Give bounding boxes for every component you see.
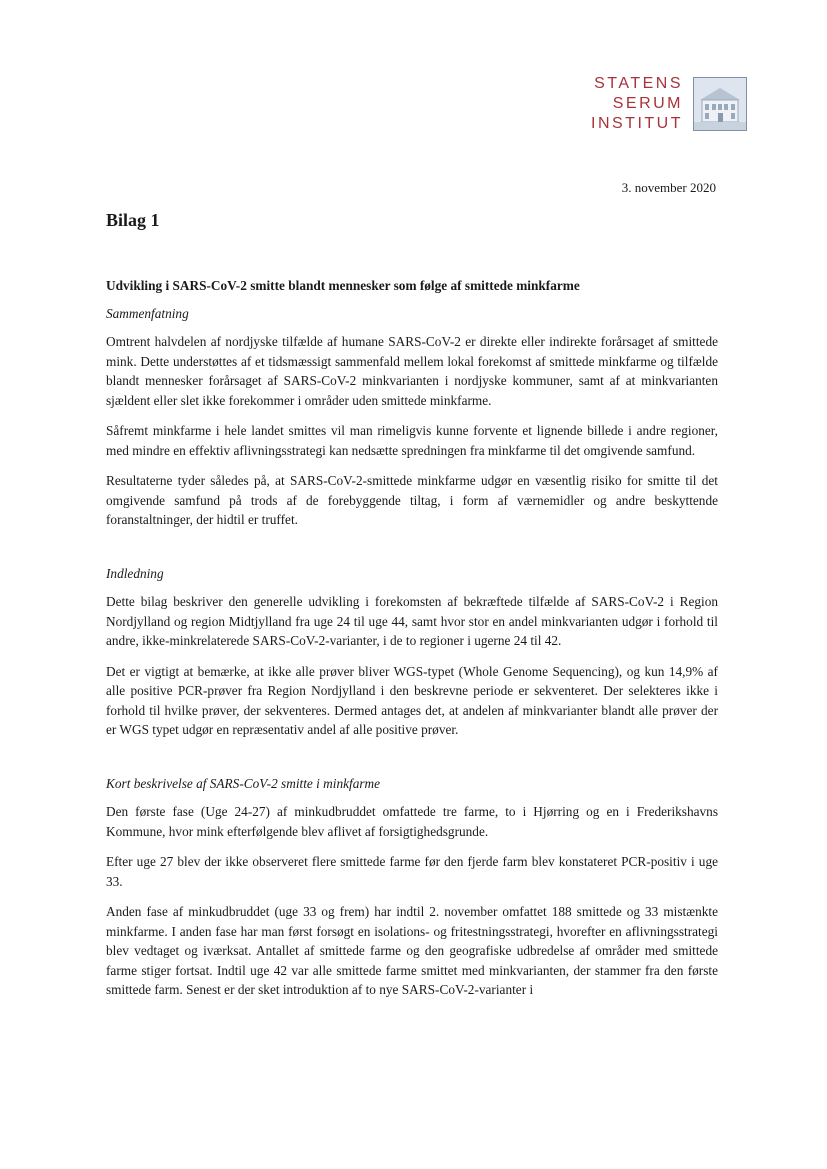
- summary-paragraph: Omtrent halvdelen af nordjyske tilfælde af humane SARS-CoV-2 er direkte eller indirekte forårsaget af smittede mink. Dette understøttes af et tidsmæssigt sammenfald mellem lokal forekomst af smittede minkfarme og tilfælde blandt mennesker forårsaget af SARS-CoV-2 minkvarianten i nordjyske kommuner, samt af at minkvarianten sjældent eller slet ikke forekommer i områder uden smittede minkfarme.: [106, 334, 718, 408]
- logo-line-3: INSTITUT: [591, 115, 683, 132]
- summary-paragraph: Såfremt minkfarme i hele landet smittes vil man rimeligvis kunne forvente et lignende billede i andre regioner, med mindre en effektiv aflivningsstrategi kan nedsætte spredningen fra minkfarme til det omgivende samfund.: [106, 423, 718, 458]
- logo-text: [591, 74, 683, 134]
- main-heading: Udvikling i SARS-CoV-2 smitte blandt mennesker som følge af smittede minkfarme: [106, 278, 580, 293]
- logo-line-2: SERUM: [612, 95, 683, 112]
- logo-line-1: STATENS: [594, 75, 683, 92]
- intro-heading: Indledning: [106, 565, 164, 581]
- summary-heading: Sammenfatning: [106, 305, 189, 321]
- intro-paragraph: Det er vigtigt at bemærke, at ikke alle prøver bliver WGS-typet (Whole Genome Sequencing), og kun 14,9% af alle positive PCR-prøver fra Region Nordjylland i den beskrevne periode er sekventeret. Der selekteres ikke i forhold til hvilke prøver, der sekventeres. Dermed antages det, at andelen af minkvarianter blandt alle prøver der er WGS typet udgør en repræsentativ andel af alle positive prøver.: [106, 663, 718, 737]
- intro-paragraph: Dette bilag beskriver den generelle udvikling i forekomsten af bekræftede tilfælde af SARS-CoV-2 i Region Nordjylland og region Midtjylland fra uge 24 til uge 44, samt hvor stor en andel minkvarianten udgør i forhold til andre, ikke-minkrelaterede SARS-CoV-2-varianter, i de to regioner i ugerne 24 til 42.: [106, 594, 718, 648]
- document-date: 3. november 2020: [621, 180, 716, 195]
- summary-paragraph: Resultaterne tyder således på, at SARS-CoV-2-smittede minkfarme udgør en væsentlig risiko for smitte til det omgivende samfund på trods af de forebyggende tiltag, i form af værnemidler og andre beskyttende foranstaltninger, der hidtil er truffet.: [106, 473, 718, 527]
- brief-paragraph: Den første fase (Uge 24-27) af minkudbruddet omfattede tre farme, to i Hjørring og en i Frederikshavns Kommune, hvor mink efterfølgende blev aflivet af forsigtighedsgrunde.: [106, 804, 718, 839]
- ssi-logo: [591, 74, 747, 134]
- brief-paragraph: Efter uge 27 blev der ikke observeret flere smittede farme før den fjerde farm blev konstateret PCR-positiv i uge 33.: [106, 854, 718, 889]
- brief-heading: Kort beskrivelse af SARS-CoV-2 smitte i minkfarme: [106, 775, 381, 791]
- document-body: [106, 276, 718, 1011]
- page-title: Bilag 1: [106, 210, 160, 230]
- brief-paragraph: Anden fase af minkudbruddet (uge 33 og frem) har indtil 2. november omfattet 188 smittede og 33 mistænkte minkfarme. I anden fase har man først forsøgt en isolations- og fritestningsstrategi, hvorefter en aflivningsstrategi blev vedtaget og iværksat. Antallet af smittede farme og den geografiske udbredelse af områder med smittede farme stiger fortsat. Indtil uge 42 var alle smittede farme smittet med minkvarianten, der stammer fra den første smittede farm. Senest er der sket introduktion af to nye SARS-CoV-2-varianter i: [106, 904, 718, 997]
- building-icon: [693, 77, 747, 131]
